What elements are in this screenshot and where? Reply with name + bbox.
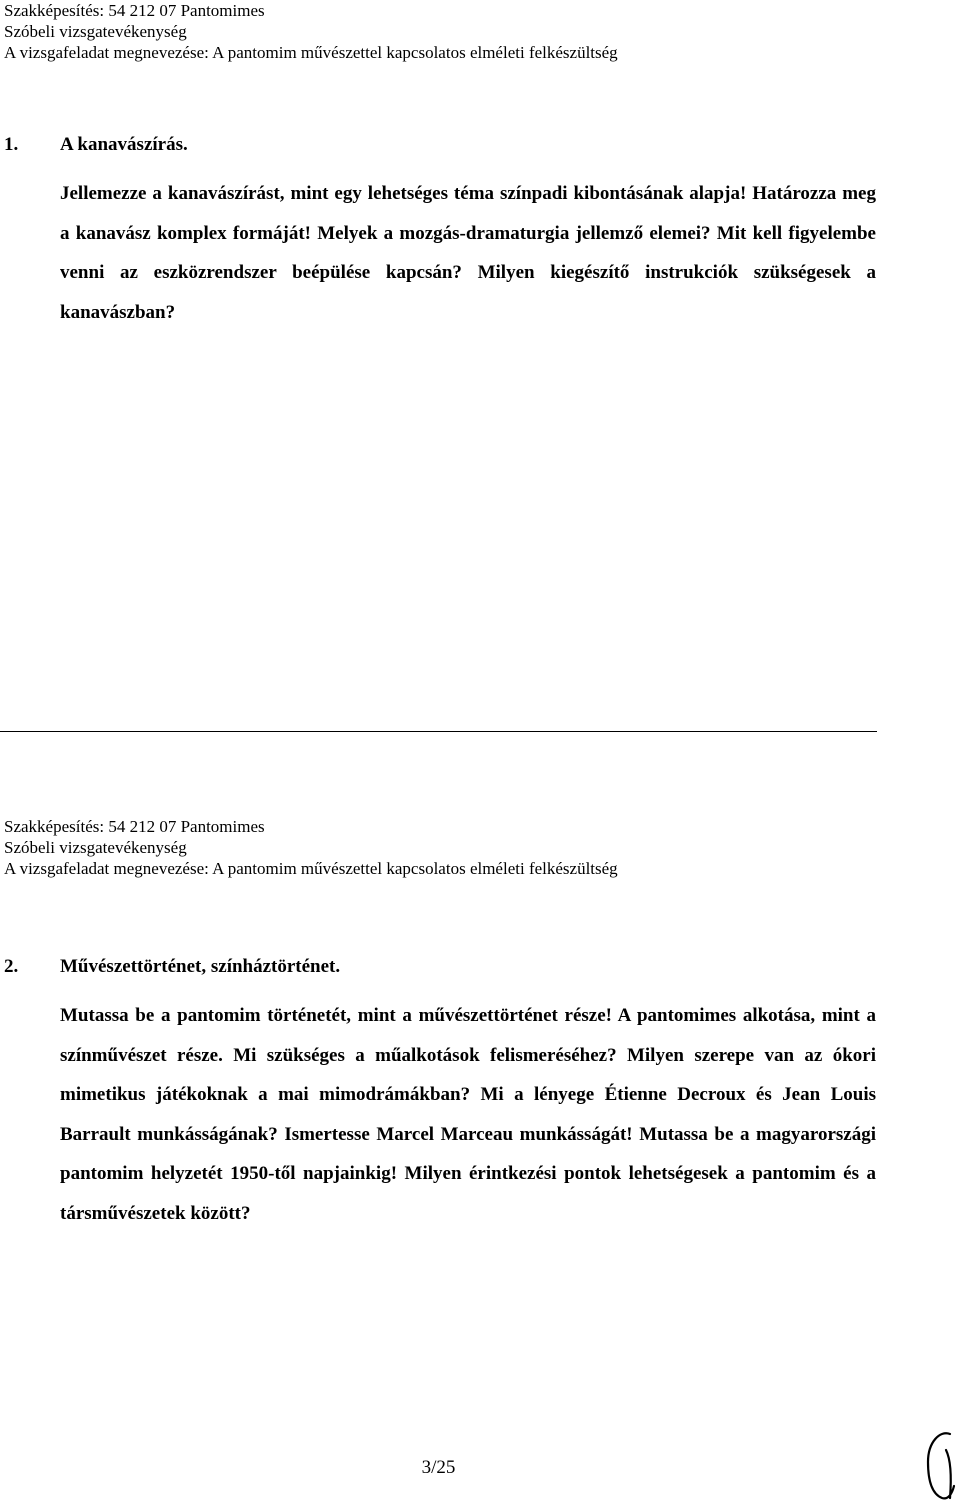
header-qualification: Szakképesítés: 54 212 07 Pantomimes	[4, 817, 265, 836]
header-qualification: Szakképesítés: 54 212 07 Pantomimes	[4, 1, 265, 20]
question-2-body: Mutassa be a pantomim történetét, mint a művészettörténet része! A pantomimes alkotása, mint a színművészet része. Mi szükséges a műalkotások felismeréséhez? Milyen szerepe van az ókori mimetikus játékoknak a mai mimodrámákban? Mi a lényege Étienne Decroux és Jean Louis Barrault munkásságának? Ismertesse Marcel Marceau munkásságát! Mutassa be a magyarországi pantomim helyzetét 1950-től napjainkig! Milyen érintkezési pontok lehetségesek a pantomim és a társművészetek között?	[60, 1005, 876, 1224]
question-2-heading: Művészettörténet, színháztörténet.	[60, 956, 341, 977]
question-1-heading: A kanavászírás.	[60, 134, 188, 155]
header-task-name: A vizsgafeladat megnevezése: A pantomim művészettel kapcsolatos elméleti felkészültség	[4, 43, 618, 62]
question-2-title	[4, 956, 876, 978]
page-header-top	[4, 0, 618, 63]
question-1-title	[4, 134, 876, 156]
question-2	[4, 956, 876, 1233]
page-header-second	[4, 816, 618, 879]
header-exam-activity: Szóbeli vizsgatevékenység	[4, 838, 187, 857]
header-task-name: A vizsgafeladat megnevezése: A pantomim művészettel kapcsolatos elméleti felkészültség	[4, 859, 618, 878]
question-1-body: Jellemezze a kanavászírást, mint egy lehetséges téma színpadi kibontásának alapja! Határozza meg a kanavász komplex formáját! Melyek a mozgás-dramaturgia jellemző elemei? Mit kell figyelembe venni az eszközrendszer beépülése kapcsán? Milyen kiegészítő instrukciók szükségesek a kanavászban?	[60, 183, 876, 323]
signature-mark	[920, 1428, 960, 1503]
page-number: 3/25	[421, 1457, 456, 1478]
page-divider	[0, 731, 877, 732]
question-1-number: 1.	[4, 134, 19, 155]
question-1	[4, 134, 876, 332]
question-2-number: 2.	[4, 956, 19, 977]
header-exam-activity: Szóbeli vizsgatevékenység	[4, 22, 187, 41]
